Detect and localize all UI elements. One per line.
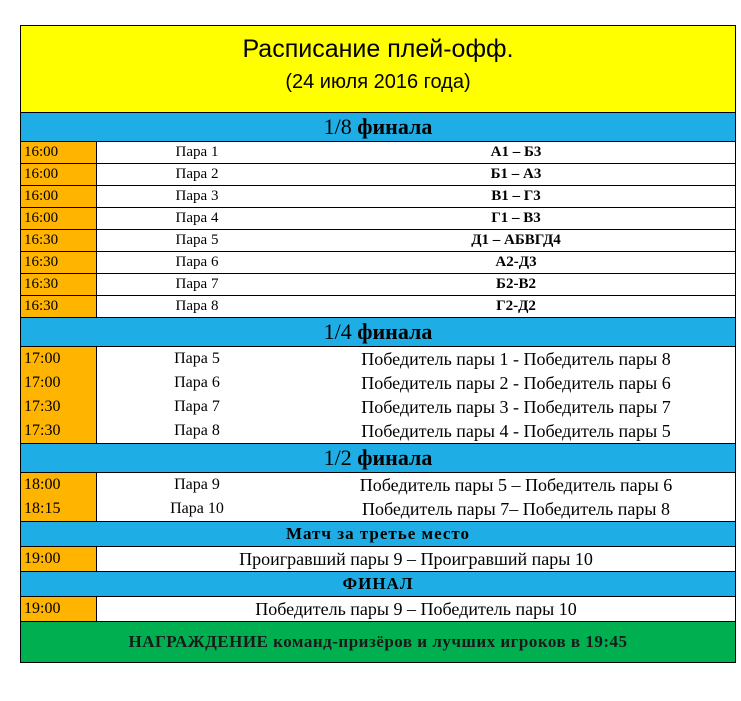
match-teams: Победитель пары 3 - Победитель пары 7 [361,397,671,417]
table-row [21,371,735,395]
match-teams: Г1 – В3 [491,210,541,226]
table-row [21,395,735,419]
section-label-bold: финала [357,319,433,344]
match-time: 16:00 [21,164,97,185]
section-quarter-final [21,318,735,347]
pair-number: Пара 7 [175,276,219,292]
schedule-title: Расписание плей-офф. [242,35,514,63]
table-row [21,419,735,444]
pair-number: Пара 6 [174,374,220,391]
match-time: 17:00 [21,347,97,371]
match-teams: Б2-В2 [496,276,536,292]
pair-number: Пара 9 [174,476,220,493]
table-row [21,142,735,164]
pair-number: Пара 6 [175,254,219,270]
match-teams: Б1 – А3 [490,166,542,182]
match-teams: А1 – Б3 [490,144,542,160]
match-time: 18:15 [21,497,97,521]
section-label-prefix: 1/2 [323,445,358,470]
table-row [21,208,735,230]
section-round-of-16 [21,113,735,142]
match-time: 16:00 [21,208,97,229]
match-time: 16:30 [21,230,97,251]
match-teams: А2-Д3 [495,254,537,270]
match-time: 17:30 [21,419,97,443]
match-time: 19:00 [21,597,97,621]
section-label-prefix: 1/8 [323,114,358,139]
match-teams: Победитель пары 5 – Победитель пары 6 [359,475,673,495]
table-row [21,547,735,572]
table-row [21,252,735,274]
pair-number: Пара 10 [170,500,224,517]
section-label-bold: финала [357,114,433,139]
table-row [21,347,735,371]
match-time: 16:00 [21,142,97,163]
table-row [21,230,735,252]
match-time: 18:00 [21,473,97,497]
match-time: 16:30 [21,296,97,317]
match-teams: В1 – Г3 [491,188,541,204]
section-third-place: Матч за третье место [21,522,735,547]
table-row [21,473,735,497]
playoff-schedule-table [20,25,736,663]
pair-number: Пара 4 [175,210,219,226]
match-teams: Г2-Д2 [496,298,536,314]
match-teams: Победитель пары 4 - Победитель пары 5 [361,421,671,441]
match-time: 17:30 [21,395,97,419]
section-label-prefix: 1/4 [323,319,358,344]
pair-number: Пара 5 [175,232,219,248]
schedule-title-block [21,26,735,113]
pair-number: Пара 1 [175,144,219,160]
schedule-date: (24 июля 2016 года) [285,71,471,93]
table-row [21,497,735,522]
section-semi-final [21,444,735,473]
section-final: ФИНАЛ [21,572,735,597]
pair-number: Пара 8 [174,422,220,439]
match-time: 19:00 [21,547,97,571]
award-ceremony-banner: НАГРАЖДЕНИЕ команд-призёров и лучших игроков в 19:45 [21,622,735,662]
pair-number: Пара 5 [174,350,220,367]
table-row [21,296,735,318]
section-label-bold: финала [357,445,433,470]
match-teams: Победитель пары 1 - Победитель пары 8 [361,349,671,369]
match-teams: Д1 – АБВГД4 [471,232,561,248]
pair-number: Пара 2 [175,166,219,182]
match-time: 17:00 [21,371,97,395]
match-time: 16:30 [21,252,97,273]
table-row [21,274,735,296]
match-teams: Проигравший пары 9 – Проигравший пары 10 [239,549,593,569]
match-teams: Победитель пары 9 – Победитель пары 10 [255,599,577,619]
table-row [21,164,735,186]
match-time: 16:30 [21,274,97,295]
match-teams: Победитель пары 2 - Победитель пары 6 [361,373,671,393]
table-row [21,186,735,208]
pair-number: Пара 3 [175,188,219,204]
table-row [21,597,735,622]
pair-number: Пара 7 [174,398,220,415]
match-time: 16:00 [21,186,97,207]
pair-number: Пара 8 [175,298,219,314]
match-teams: Победитель пары 7– Победитель пары 8 [362,499,670,519]
